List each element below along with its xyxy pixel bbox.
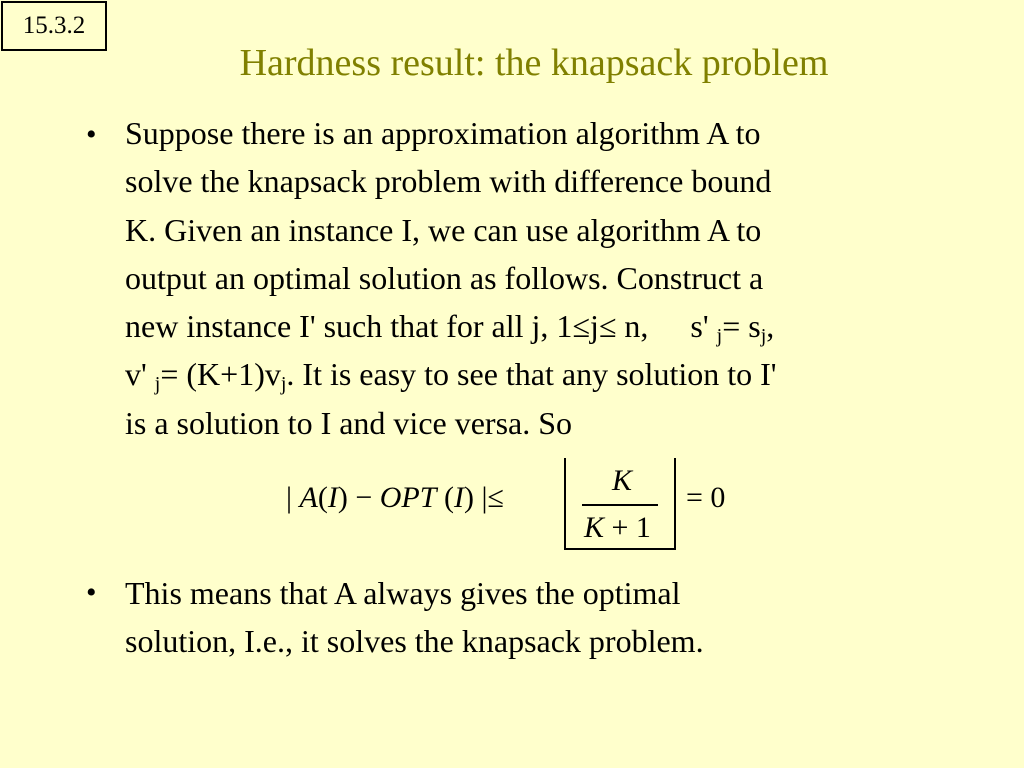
text-line [125, 302, 955, 350]
text-line: is a solution to I and vice versa. So [125, 404, 573, 441]
bullet-marker: • [86, 576, 97, 609]
paren: ) [337, 481, 348, 514]
text-span: new instance I' such that for all j, 1≤j≤ n, [125, 308, 649, 345]
fraction-numerator [612, 464, 632, 498]
slide-number: 15.3.2 [1, 1, 107, 51]
text-line: K. Given an instance I, we can use algorithm A to [125, 211, 762, 248]
subscript: j [280, 373, 287, 396]
text-span: , [766, 308, 775, 345]
abs-bar: | [286, 481, 300, 514]
text-span: v' [125, 356, 147, 393]
text-line: Suppose there is an approximation algorithm A to [125, 115, 761, 151]
bullet-paragraph-2 [125, 569, 885, 666]
formula-rhs: = 0 [686, 481, 726, 514]
paren: ( [436, 481, 454, 514]
formula-lhs [286, 481, 504, 515]
text-span: = (K+1)v [160, 356, 281, 393]
text-span: . It is easy to see that any solution to I' [286, 356, 777, 393]
text-line: This means that A always gives the optimal [125, 575, 681, 611]
var-OPT: OPT [379, 481, 437, 514]
subscript: j [760, 325, 767, 348]
var-I: I [453, 481, 464, 514]
text-span: = s [722, 308, 761, 345]
bullet-marker: • [86, 118, 97, 151]
fraction-denominator [584, 511, 651, 545]
plus-one: + 1 [604, 511, 651, 544]
subscript: j [154, 373, 161, 396]
text-line: solution, I.e., it solves the knapsack problem. [125, 623, 704, 660]
text-line: output an optimal solution as follows. Construct a [125, 259, 764, 296]
slide-title: Hardness result: the knapsack problem [239, 42, 829, 84]
var-A: A [299, 481, 318, 514]
subscript: j [716, 325, 723, 348]
var-I: I [327, 481, 338, 514]
abs-bar-le: |≤ [473, 481, 504, 514]
var-K: K [612, 464, 633, 497]
bullet-paragraph-1 [125, 109, 955, 447]
fraction-bar [582, 504, 658, 506]
paren: ( [317, 481, 328, 514]
text-line [125, 350, 955, 398]
text-span: s' [690, 308, 709, 345]
minus-sign: − [347, 481, 380, 514]
paren: ) [463, 481, 474, 514]
var-K: K [584, 511, 605, 544]
text-line: solve the knapsack problem with difference bound [125, 163, 772, 200]
